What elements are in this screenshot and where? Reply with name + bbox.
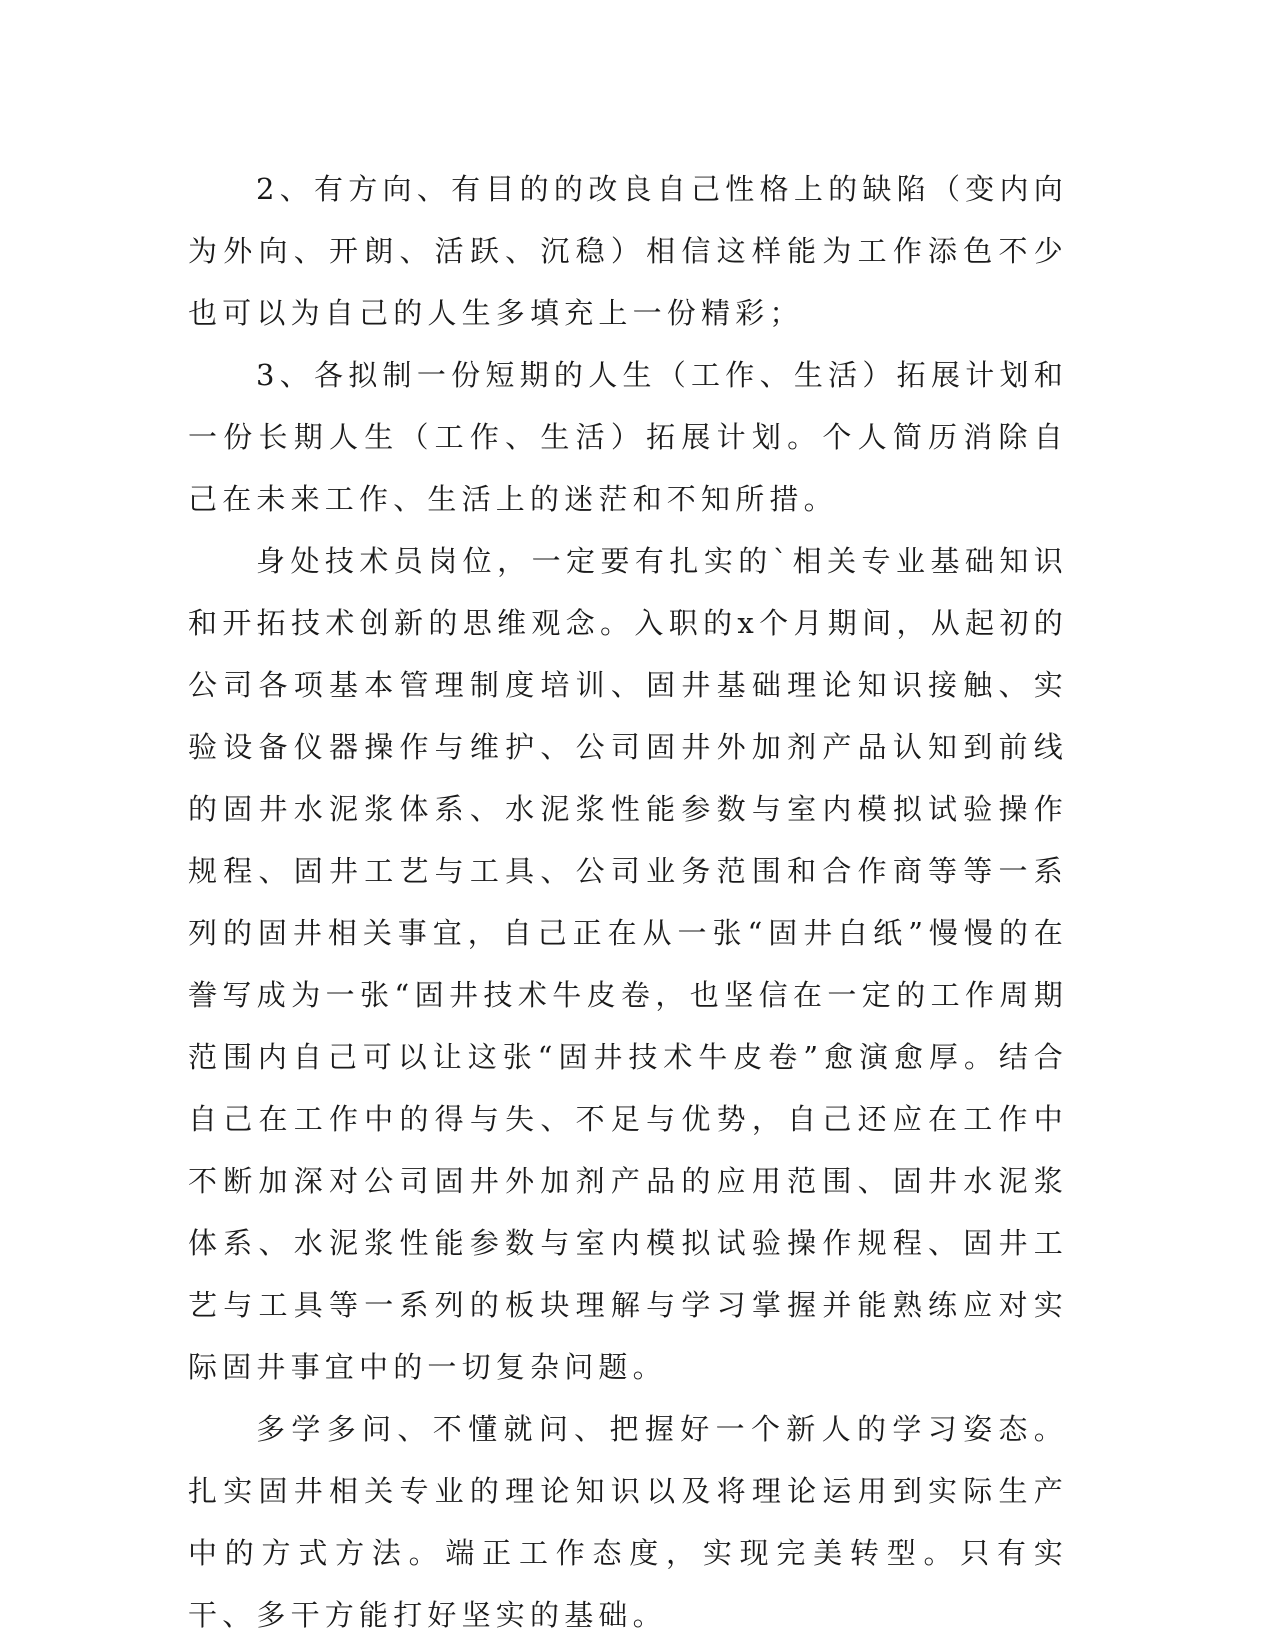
paragraph-improve-personality: 2、有方向、有目的的改良自己性格上的缺陷（变内向为外向、开朗、活跃、沉稳）相信这样能为工作添色不少也可以为自己的人生多填充上一份精彩； <box>188 172 1068 330</box>
paragraph-learning-attitude: 多学多问、不懂就问、把握好一个新人的学习姿态。扎实固井相关专业的理论知识以及将理论运用到实际生产中的方式方法。端正工作态度，实现完美转型。只有实干、多干方能打好坚实的基础。 <box>188 1412 1068 1632</box>
document-body <box>188 158 1068 1646</box>
paragraph-technician-role: 身处技术员岗位，一定要有扎实的`相关专业基础知识和开拓技术创新的思维观念。入职的x个月期间，从起初的公司各项基本管理制度培训、固井基础理论知识接触、实验设备仪器操作与维护、公司固井外加剂产品认知到前线的固井水泥浆体系、水泥浆性能参数与室内模拟试验操作规程、固井工艺与工具、公司业务范围和合作商等等一系列的固井相关事宜，自己正在从一张“固井白纸”慢慢的在誊写成为一张“固井技术牛皮卷，也坚信在一定的工作周期范围内自己可以让这张“固井技术牛皮卷”愈演愈厚。结合自己在工作中的得与失、不足与优势，自己还应在工作中不断加深对公司固井外加剂产品的应用范围、固井水泥浆体系、水泥浆性能参数与室内模拟试验操作规程、固井工艺与工具等一系列的板块理解与学习掌握并能熟练应对实际固井事宜中的一切复杂问题。 <box>188 544 1068 1384</box>
paragraph-life-plan: 3、各拟制一份短期的人生（工作、生活）拓展计划和一份长期人生（工作、生活）拓展计划。个人简历消除自己在未来工作、生活上的迷茫和不知所措。 <box>188 358 1068 516</box>
